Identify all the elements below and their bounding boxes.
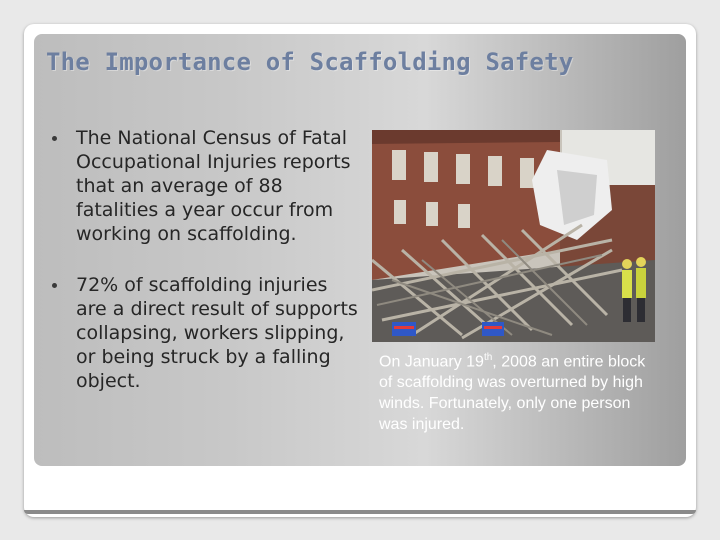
collapsed-scaffolding-photo xyxy=(372,130,655,342)
caption-ordinal-suffix: th xyxy=(483,352,493,363)
caption-text-start: On January 19 xyxy=(379,353,484,371)
bullet-dot-icon xyxy=(52,283,57,288)
bullet-list xyxy=(50,126,360,393)
caption-text-end: , 2008 an entire block of scaffolding was overturned by high winds. Fortunately, only one person was injured. xyxy=(379,353,646,434)
bullet-text: The National Census of Fatal Occupational Injuries reports that an average of 88 fatalities a year occur from working on scaffolding. xyxy=(76,127,351,245)
slide-title: The Importance of Scaffolding Safety xyxy=(46,48,574,76)
photo-caption xyxy=(379,347,659,435)
slide-bottom-rule xyxy=(24,510,696,514)
bullet-dot-icon xyxy=(52,136,57,141)
bullet-item xyxy=(50,273,360,393)
bullet-item xyxy=(50,126,360,246)
bullet-text: 72% of scaffolding injuries are a direct result of supports collapsing, workers slipping, or being struck by a falling object. xyxy=(76,274,358,392)
